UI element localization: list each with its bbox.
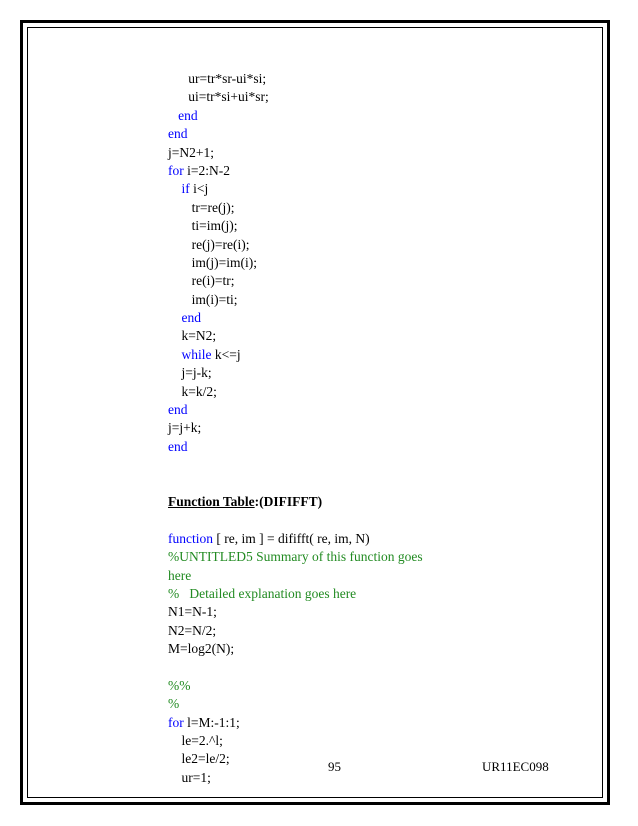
code-text: ur=tr*sr-ui*si; — [188, 71, 267, 86]
code-keyword: function — [168, 530, 213, 546]
code-text: ur=1; — [181, 769, 211, 785]
code-text: i=2:N-2 — [183, 162, 230, 178]
code-line — [168, 217, 588, 235]
code-line — [168, 548, 588, 566]
code-block-loop-end — [168, 70, 588, 456]
code-block-function-header — [168, 530, 588, 659]
code-line — [168, 640, 588, 658]
code-text: N1=N-1; — [168, 604, 217, 620]
code-comment: % Detailed explanation goes here — [168, 585, 357, 601]
code-line — [168, 236, 588, 254]
heading-suffix: :(DIFIFFT) — [254, 493, 323, 509]
code-line — [168, 585, 588, 603]
heading-underlined: Function Table — [168, 493, 255, 509]
code-line — [168, 88, 588, 106]
code-line — [168, 107, 588, 125]
code-line — [168, 180, 588, 198]
code-text: j=N2+1; — [168, 144, 214, 160]
code-keyword: end — [168, 402, 188, 418]
code-text: re(i)=tr; — [191, 273, 235, 289]
code-text: ti=im(j); — [191, 218, 238, 234]
code-line — [168, 677, 588, 695]
code-text: tr=re(j); — [191, 199, 235, 215]
code-line — [168, 364, 588, 382]
code-text: le=2.^l; — [181, 733, 223, 749]
code-text: k<=j — [211, 346, 241, 362]
code-text: j=j-k; — [181, 365, 212, 381]
section-heading — [168, 493, 588, 511]
spacer — [168, 456, 588, 474]
code-keyword: end — [168, 438, 188, 454]
code-keyword: end — [168, 126, 188, 142]
code-line — [168, 622, 588, 640]
code-line — [168, 714, 588, 732]
code-line — [168, 732, 588, 750]
code-line — [168, 419, 588, 437]
code-text: k=N2; — [181, 328, 217, 344]
code-comment: % — [168, 696, 180, 712]
code-text: N2=N/2; — [168, 622, 217, 638]
spacer — [168, 475, 588, 493]
code-line — [168, 291, 588, 309]
code-line — [168, 254, 588, 272]
code-text: i<j — [189, 181, 209, 197]
code-line — [168, 401, 588, 419]
code-line — [168, 125, 588, 143]
code-line — [168, 272, 588, 290]
code-text: [ re, im ] = dififft( re, im, N) — [213, 530, 370, 546]
code-keyword: for — [168, 714, 184, 730]
code-text: k=k/2; — [181, 383, 217, 399]
code-text: l=M:-1:1; — [183, 714, 240, 730]
code-text: j=j+k; — [168, 420, 202, 436]
code-line — [168, 199, 588, 217]
code-text: ui=tr*si+ui*sr; — [188, 89, 269, 105]
code-text: im(j)=im(i); — [191, 254, 257, 270]
code-text: le2=le/2; — [181, 751, 230, 767]
code-keyword: end — [181, 310, 201, 326]
page-content — [168, 70, 588, 787]
code-line — [168, 603, 588, 621]
code-line — [168, 70, 588, 88]
code-line — [168, 309, 588, 327]
code-text: re(j)=re(i); — [191, 236, 250, 252]
document-id: UR11EC098 — [482, 759, 549, 774]
code-line — [168, 144, 588, 162]
code-line — [168, 695, 588, 713]
code-line — [168, 530, 588, 548]
code-line — [168, 327, 588, 345]
spacer — [168, 659, 588, 677]
code-text: M=log2(N); — [168, 641, 235, 657]
code-comment: %% — [168, 677, 191, 693]
code-line — [168, 567, 588, 585]
code-line — [168, 438, 588, 456]
code-line — [168, 383, 588, 401]
code-keyword: end — [178, 107, 198, 123]
code-text: im(i)=ti; — [191, 291, 238, 307]
code-comment: %UNTITLED5 Summary of this function goes — [168, 549, 423, 565]
code-keyword: if — [181, 181, 190, 197]
spacer — [168, 511, 588, 529]
code-keyword: for — [168, 162, 184, 178]
code-comment: here — [168, 567, 192, 583]
code-keyword: while — [181, 346, 212, 362]
code-line — [168, 162, 588, 180]
page-number: 95 — [328, 759, 341, 774]
code-line — [168, 346, 588, 364]
